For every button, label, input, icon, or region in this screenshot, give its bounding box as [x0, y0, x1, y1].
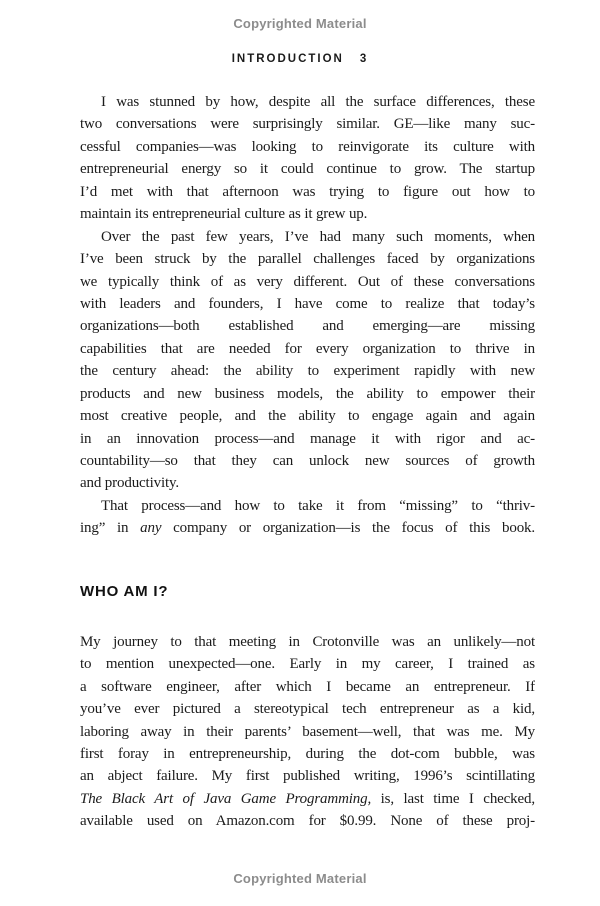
copyright-notice-bottom: Copyrighted Material [233, 871, 367, 886]
text-line: products and new business models, the ability to empower their [80, 385, 535, 402]
text-line: laboring away in their parents’ basement—well, that was me. My [80, 723, 535, 740]
text-line [80, 517, 535, 539]
text-line: capabilities that are needed for every organization to thrive in [80, 340, 535, 357]
chapter-title: INTRODUCTION [231, 53, 344, 65]
text-line: we typically think of as very different. Out of these conversations [80, 273, 535, 290]
italic-text-run: any [140, 520, 162, 537]
text-line: the century ahead: the ability to experiment rapidly with new [80, 363, 535, 380]
page-number: 3 [359, 53, 369, 65]
text-line: in an innovation process—and manage it with rigor and ac- [80, 430, 535, 447]
running-head [0, 53, 600, 65]
paragraph-1 [80, 91, 535, 226]
text-line: I’d met with that afternoon was trying to figure out how to [80, 183, 535, 200]
text-run: company or organization—is the focus of this book. [161, 520, 535, 537]
text-line: and productivity. [80, 475, 179, 492]
text-line: you’ve ever pictured a stereotypical tech entrepreneur as a kid, [80, 701, 535, 718]
text-line: an abject failure. My first published writing, 1996’s scintillating [80, 768, 535, 785]
text-line: That process—and how to take it from “missing” to “thriv- [101, 497, 535, 514]
text-line: countability—so that they can unlock new sources of growth [80, 453, 535, 469]
text-line: I’ve been struck by the parallel challenges faced by organizations [80, 251, 535, 268]
text-line: with leaders and founders, I have come to realize that today’s [80, 295, 535, 312]
text-line [80, 788, 535, 810]
section-heading: WHO AM I? [80, 582, 169, 600]
text-line: two conversations were surprisingly similar. GE—like many suc- [80, 116, 535, 133]
paragraph-4 [80, 631, 535, 833]
copyright-notice-top: Copyrighted Material [233, 16, 367, 31]
text-run: is, last time I checked, [371, 790, 535, 807]
text-line: My journey to that meeting in Crotonville was an unlikely—not [80, 633, 535, 650]
paragraph-2 [80, 226, 535, 495]
text-line: first foray in entrepreneurship, during the dot-com bubble, was [80, 745, 535, 762]
page-body [80, 91, 535, 833]
text-run: ing” in [80, 520, 141, 537]
book-title-italic: The Black Art of Java Game Programming, [80, 790, 372, 807]
text-line: most creative people, and the ability to engage again and again [80, 408, 535, 425]
paragraph-3 [80, 495, 535, 540]
text-line: cessful companies—was looking to reinvigorate its culture with [80, 138, 535, 155]
text-line: entrepreneurial energy so it could continue to grow. The startup [80, 161, 535, 178]
text-line: organizations—both established and emerging—are missing [80, 318, 535, 335]
text-line: I was stunned by how, despite all the surface differences, these [101, 94, 535, 110]
text-line: available used on Amazon.com for $0.99. None of these proj- [80, 813, 535, 830]
text-line: to mention unexpected—one. Early in my career, I trained as [80, 656, 535, 673]
text-line: Over the past few years, I’ve had many such moments, when [101, 228, 535, 245]
text-line: a software engineer, after which I became an entrepreneur. If [80, 678, 535, 695]
text-line: maintain its entrepreneurial culture as it grew up. [80, 206, 368, 223]
